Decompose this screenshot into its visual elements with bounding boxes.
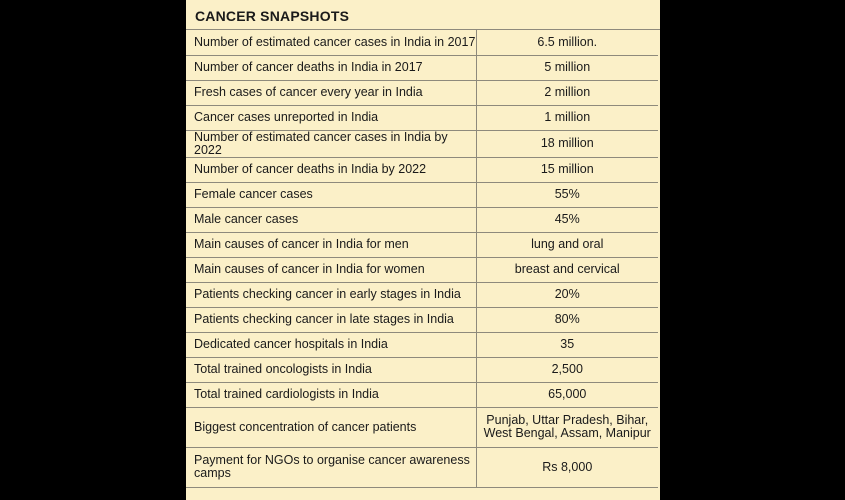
row-value: 65,000 xyxy=(476,382,658,407)
row-label: Number of estimated cancer cases in India in 2017 xyxy=(186,30,476,55)
table-row xyxy=(186,257,658,282)
table-row xyxy=(186,80,658,105)
table-row xyxy=(186,182,658,207)
table-row xyxy=(186,407,658,447)
row-value: Punjab, Uttar Pradesh, Bihar, West Bengal, Assam, Manipur xyxy=(476,407,658,447)
row-label: Fresh cases of cancer every year in India xyxy=(186,80,476,105)
row-value: 45% xyxy=(476,207,658,232)
row-label: Number of cancer deaths in India in 2017 xyxy=(186,55,476,80)
row-value: Rs 8,000 xyxy=(476,447,658,487)
row-value: 80% xyxy=(476,307,658,332)
row-value: 55% xyxy=(476,182,658,207)
row-label: Cancer cases unreported in India xyxy=(186,105,476,130)
table-row xyxy=(186,382,658,407)
row-value: lung and oral xyxy=(476,232,658,257)
row-label: Total trained oncologists in India xyxy=(186,357,476,382)
row-label: Female cancer cases xyxy=(186,182,476,207)
row-value: breast and cervical xyxy=(476,257,658,282)
table-row xyxy=(186,282,658,307)
row-value: 2,500 xyxy=(476,357,658,382)
row-value: 35 xyxy=(476,332,658,357)
table-row xyxy=(186,105,658,130)
row-value: 2 million xyxy=(476,80,658,105)
table-row xyxy=(186,157,658,182)
row-label: Total trained cardiologists in India xyxy=(186,382,476,407)
row-label: Patients checking cancer in early stages in India xyxy=(186,282,476,307)
row-label: Dedicated cancer hospitals in India xyxy=(186,332,476,357)
table-row xyxy=(186,447,658,487)
row-label: Main causes of cancer in India for men xyxy=(186,232,476,257)
row-label: Male cancer cases xyxy=(186,207,476,232)
table-row xyxy=(186,30,658,55)
row-value: 15 million xyxy=(476,157,658,182)
row-value: 1 million xyxy=(476,105,658,130)
snapshot-table xyxy=(186,30,658,488)
row-label: Number of cancer deaths in India by 2022 xyxy=(186,157,476,182)
row-label: Patients checking cancer in late stages in India xyxy=(186,307,476,332)
row-label: Number of estimated cancer cases in India by 2022 xyxy=(186,130,476,157)
table-row xyxy=(186,332,658,357)
table-row xyxy=(186,207,658,232)
table-row xyxy=(186,55,658,80)
table-row xyxy=(186,307,658,332)
row-label: Payment for NGOs to organise cancer awareness camps xyxy=(186,447,476,487)
row-label: Main causes of cancer in India for women xyxy=(186,257,476,282)
row-value: 6.5 million. xyxy=(476,30,658,55)
table-row xyxy=(186,130,658,157)
table-row xyxy=(186,232,658,257)
row-value: 18 million xyxy=(476,130,658,157)
table-row xyxy=(186,357,658,382)
row-value: 5 million xyxy=(476,55,658,80)
row-label: Biggest concentration of cancer patients xyxy=(186,407,476,447)
cancer-snapshots-panel xyxy=(186,0,660,500)
row-value: 20% xyxy=(476,282,658,307)
table-title: CANCER SNAPSHOTS xyxy=(186,0,660,30)
